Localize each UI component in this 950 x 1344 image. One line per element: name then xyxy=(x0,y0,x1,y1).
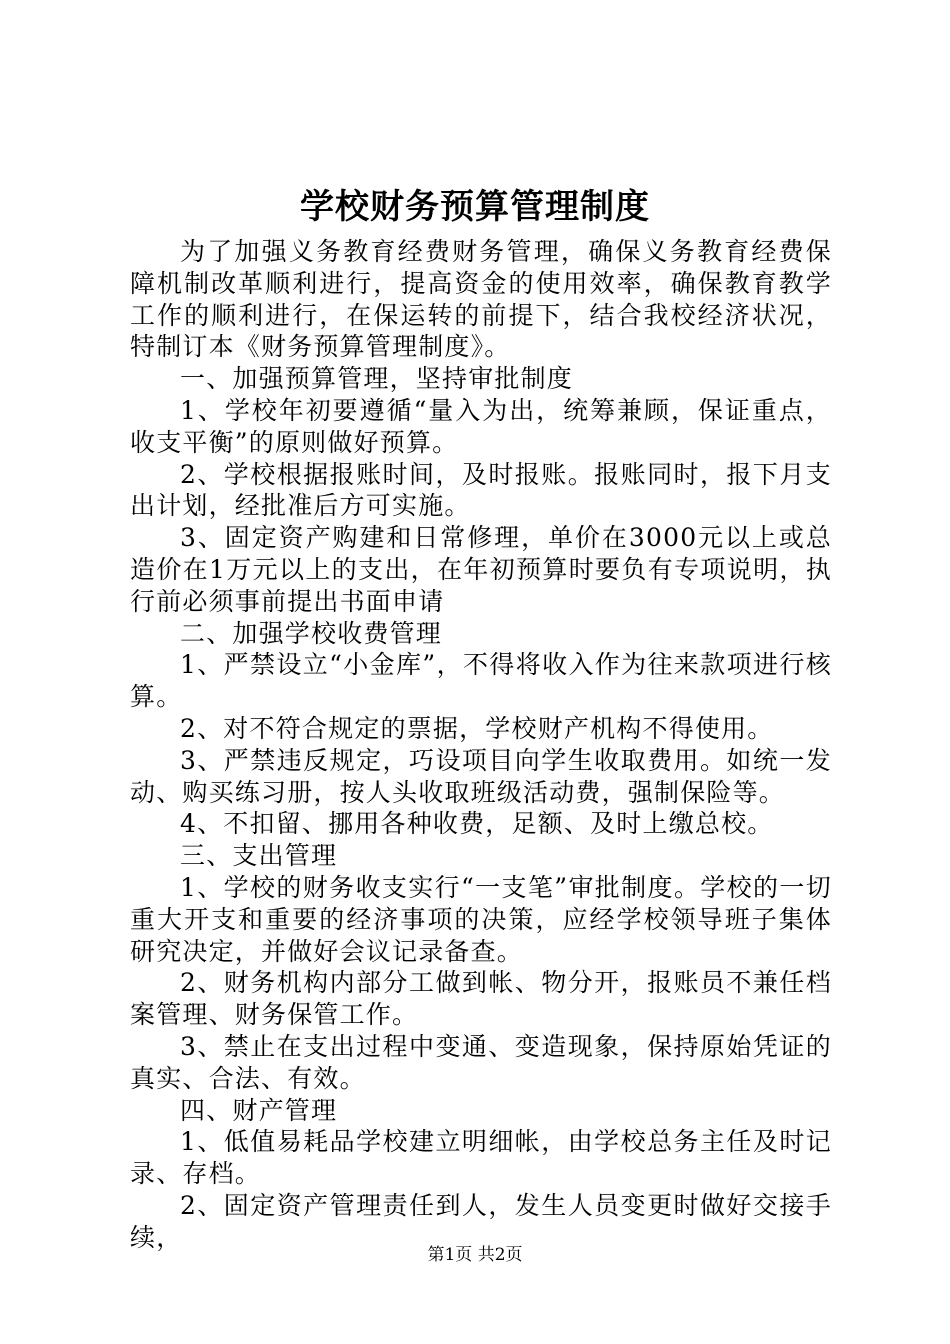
section-heading-2: 二、加强学校收费管理 xyxy=(180,618,443,648)
paragraph: 2、固定资产管理责任到人，发生人员变更时做好交接手续， xyxy=(130,1190,832,1252)
paragraph: 1、低值易耗品学校建立明细帐，由学校总务主任及时记录、存档。 xyxy=(130,1127,832,1189)
section-heading-1: 一、加强预算管理，坚持审批制度 xyxy=(180,364,574,394)
paragraph: 1、严禁设立“小金库”，不得将收入作为往来款项进行核算。 xyxy=(130,650,832,712)
paragraph: 1、学校的财务收支实行“一支笔”审批制度。学校的一切重大开支和重要的经济事项的决策，应经学校领导班子集体研究决定，并做好会议记录备查。 xyxy=(130,872,832,966)
section-heading-3: 三、支出管理 xyxy=(180,841,338,871)
page-number-footer: 第1页 共2页 xyxy=(427,1245,523,1265)
document-title: 学校财务预算管理制度 xyxy=(300,187,650,227)
paragraph: 3、严禁违反规定，巧设项目向学生收取费用。如统一发动、购买练习册，按人头收取班级活动费，强制保险等。 xyxy=(130,745,832,807)
paragraph: 2、学校根据报账时间，及时报账。报账同时，报下月支出计划，经批准后方可实施。 xyxy=(130,459,832,521)
paragraph: 3、禁止在支出过程中变通、变造现象，保持原始凭证的真实、合法、有效。 xyxy=(130,1031,832,1093)
section-heading-4: 四、财产管理 xyxy=(180,1095,338,1125)
document-body xyxy=(130,236,832,1254)
paragraph: 4、不扣留、挪用各种收费，足额、及时上缴总校。 xyxy=(180,809,774,839)
paragraph: 3、固定资产购建和日常修理，单价在3000元以上或总造价在1万元以上的支出，在年初预算时要负有专项说明，执行前必须事前提出书面申请 xyxy=(130,523,832,616)
paragraph: 2、财务机构内部分工做到帐、物分开，报账员不兼任档案管理、财务保管工作。 xyxy=(130,968,832,1030)
paragraph-intro: 为了加强义务教育经费财务管理，确保义务教育经费保障机制改革顺利进行，提高资金的使用效率，确保教育教学工作的顺利进行，在保运转的前提下，结合我校经济状况，特制订本《财务预算管理制度》。 xyxy=(130,237,832,362)
paragraph: 1、学校年初要遵循“量入为出，统筹兼顾，保证重点，收支平衡”的原则做好预算。 xyxy=(130,395,832,457)
paragraph: 2、对不符合规定的票据，学校财产机构不得使用。 xyxy=(180,713,774,743)
